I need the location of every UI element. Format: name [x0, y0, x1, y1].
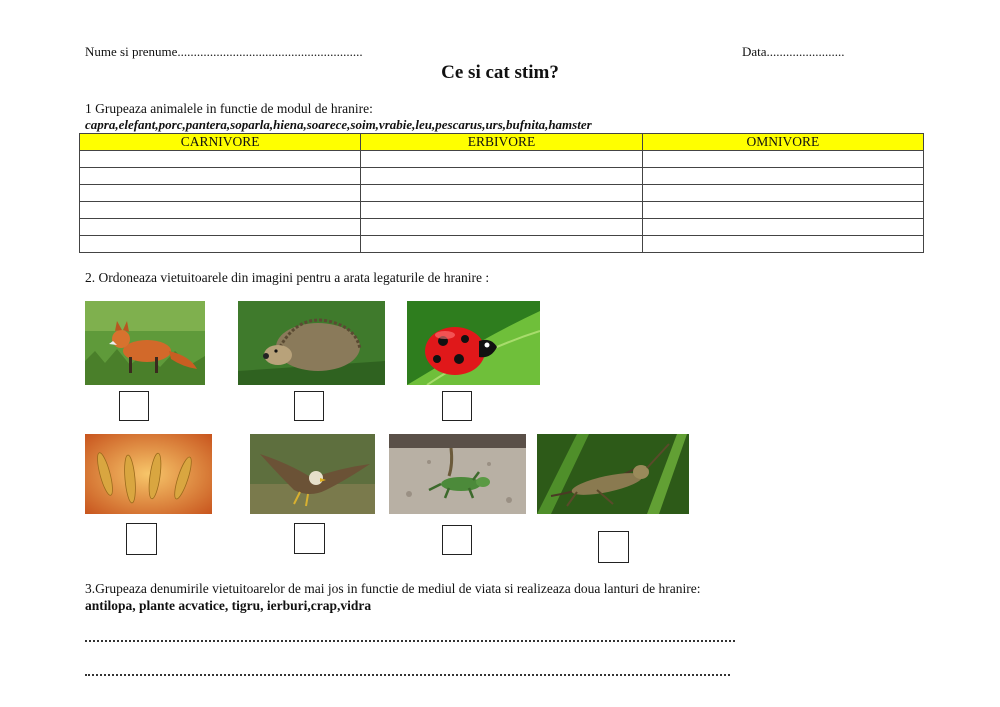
answer-cell[interactable]: [361, 185, 642, 202]
table-row: [80, 168, 924, 185]
answer-cell[interactable]: [80, 236, 361, 253]
lizard-photo: [389, 434, 526, 514]
hedgehog-photo: [238, 301, 385, 385]
question-3-text: 3.Grupeaza denumirile vietuitoarelor de mai jos in functie de mediul de viata si realizeaza doua lanturi de hranire:: [85, 581, 701, 596]
answer-cell[interactable]: [642, 168, 923, 185]
question-1-text: 1 Grupeaza animalele in functie de modul de hranire:: [85, 101, 373, 116]
answer-cell[interactable]: [642, 236, 923, 253]
order-box-ladybug[interactable]: [442, 391, 472, 421]
answer-cell[interactable]: [642, 219, 923, 236]
table-row: [80, 151, 924, 168]
answer-cell[interactable]: [361, 219, 642, 236]
table-row: [80, 185, 924, 202]
answer-cell[interactable]: [80, 185, 361, 202]
answer-cell[interactable]: [361, 236, 642, 253]
column-header-herbivore: ERBIVORE: [361, 134, 642, 151]
fox-photo: [85, 301, 205, 385]
question-3-word-list: antilopa, plante acvatice, tigru, ierburi,crap,vidra: [85, 598, 372, 613]
answer-cell[interactable]: [361, 168, 642, 185]
order-box-wheat[interactable]: [126, 523, 157, 555]
order-box-hedgehog[interactable]: [294, 391, 324, 421]
wheat-photo: [85, 434, 212, 514]
ladybug-photo: [407, 301, 540, 385]
column-header-omnivore: OMNIVORE: [642, 134, 923, 151]
answer-cell[interactable]: [361, 202, 642, 219]
answer-line-1[interactable]: [85, 640, 735, 642]
table-row: [80, 219, 924, 236]
answer-cell[interactable]: [642, 185, 923, 202]
answer-cell[interactable]: [361, 151, 642, 168]
answer-cell[interactable]: [80, 151, 361, 168]
order-box-fox[interactable]: [119, 391, 149, 421]
eagle-photo: [250, 434, 375, 514]
answer-line-2[interactable]: [85, 674, 730, 676]
table-row: [80, 202, 924, 219]
table-row: [80, 236, 924, 253]
answer-cell[interactable]: [80, 168, 361, 185]
question-1-animal-list: capra,elefant,porc,pantera,soparla,hiena,soarece,soim,vrabie,leu,pescarus,urs,bufnita,hamster: [85, 117, 592, 132]
question-2-text: 2. Ordoneaza vietuitoarele din imagini pentru a arata legaturile de hranire :: [85, 270, 490, 285]
table-header-row: [80, 134, 924, 151]
name-field-label: Nume si prenume.........................................................: [85, 44, 363, 59]
order-box-eagle[interactable]: [294, 523, 325, 554]
grasshopper-photo: [537, 434, 689, 514]
answer-cell[interactable]: [642, 151, 923, 168]
answer-cell[interactable]: [642, 202, 923, 219]
classification-table: [79, 133, 924, 253]
date-field-label: Data........................: [742, 44, 845, 59]
order-box-lizard[interactable]: [442, 525, 472, 555]
order-box-grasshopper[interactable]: [598, 531, 629, 563]
answer-cell[interactable]: [80, 202, 361, 219]
column-header-carnivore: CARNIVORE: [80, 134, 361, 151]
page-title: Ce si cat stim?: [441, 62, 559, 83]
answer-cell[interactable]: [80, 219, 361, 236]
